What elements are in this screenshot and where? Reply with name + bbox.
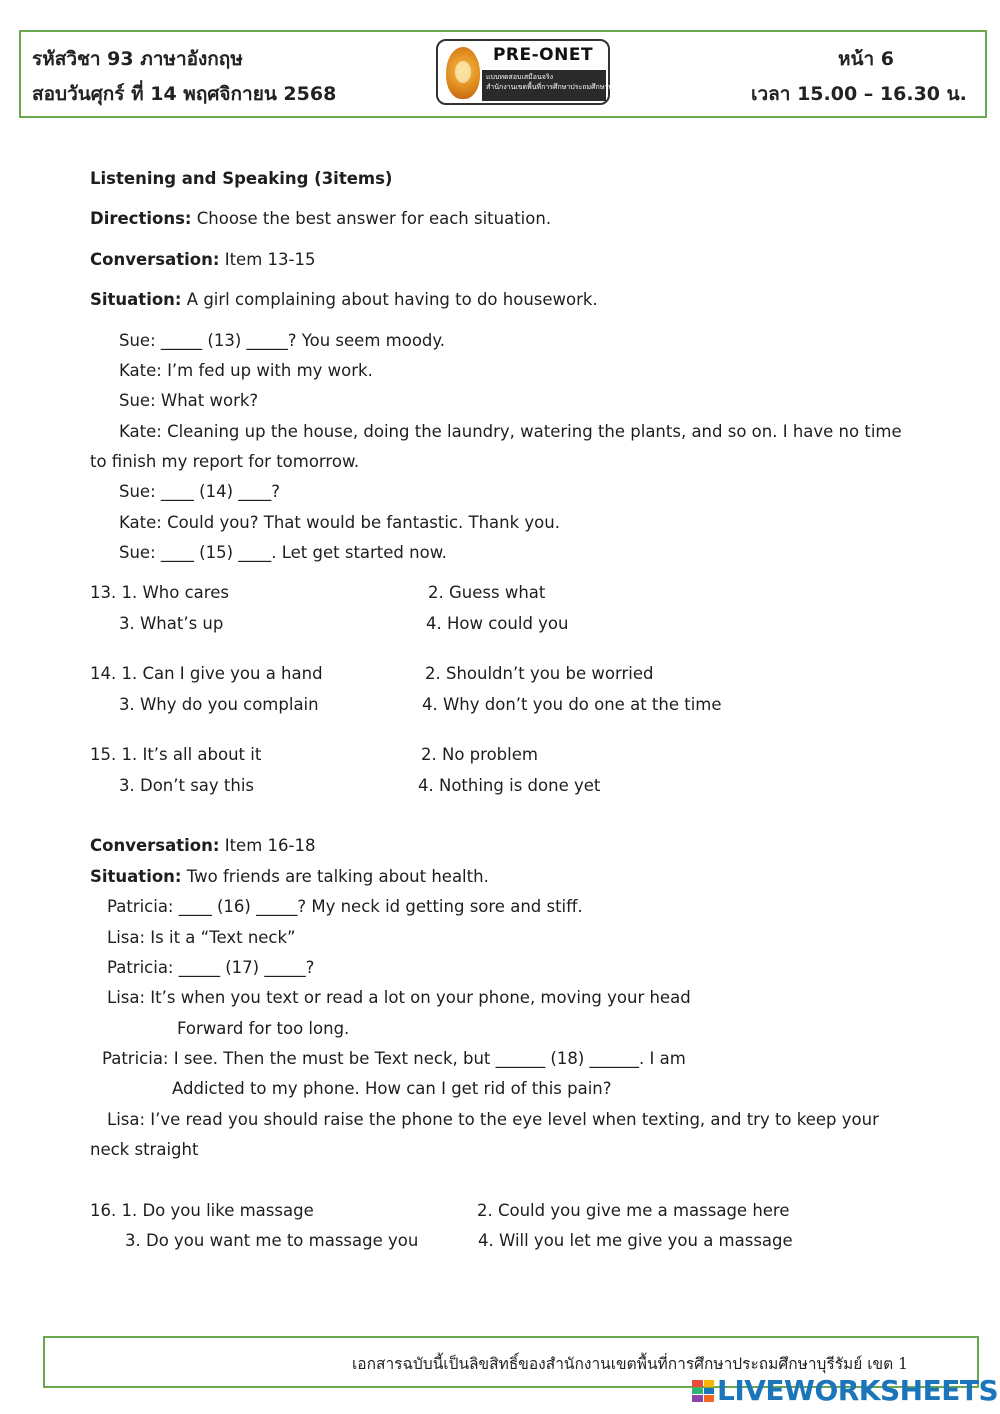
dialogue-line: neck straight [90, 1140, 199, 1159]
q16-option-2: 2. Could you give me a massage here [477, 1201, 790, 1220]
liveworksheets-logo-icon [692, 1380, 714, 1402]
q14-option-4: 4. Why don’t you do one at the time [422, 695, 722, 714]
dialogue-line: Sue: What work? [119, 391, 259, 410]
logo-band [482, 70, 650, 101]
exam-date: สอบวันศุกร์ ที่ 14 พฤศจิกายน 2568 [32, 83, 337, 105]
dialogue-line: Kate: I’m fed up with my work. [119, 361, 373, 380]
dialogue-line: Lisa: It’s when you text or read a lot on your phone, moving your head [107, 988, 691, 1007]
exam-time: เวลา 15.00 – 16.30 น. [751, 83, 967, 105]
conversation-label: Conversation: [90, 250, 220, 269]
q14-option-2: 2. Shouldn’t you be worried [425, 664, 654, 683]
q15-option-4: 4. Nothing is done yet [418, 776, 601, 795]
page-number: หน้า 6 [838, 48, 895, 70]
dialogue-line: Addicted to my phone. How can I get rid of this pain? [172, 1079, 612, 1098]
copyright-notice: เอกสารฉบับนี้เป็นลิขสิทธิ์ของสำนักงานเขตพื้นที่การศึกษาประถมศึกษาบุรีรัมย์ เขต 1 [352, 1355, 909, 1373]
directions-text: Choose the best answer for each situation. [191, 209, 552, 228]
situation-text: Two friends are talking about health. [181, 867, 489, 886]
situation-label: Situation: [90, 290, 182, 309]
q16-option-3: 3. Do you want me to massage you [125, 1231, 419, 1250]
q16-option-4: 4. Will you let me give you a massage [478, 1231, 793, 1250]
liveworksheets-text: LIVEWORKSHEETS [717, 1374, 999, 1407]
q14-option-3: 3. Why do you complain [119, 695, 319, 714]
liveworksheets-watermark [692, 1376, 998, 1406]
q13-option-3: 3. What’s up [119, 614, 224, 633]
conversation-items: Item 13-15 [219, 250, 316, 269]
dialogue-line: Forward for too long. [177, 1019, 350, 1038]
conversation-1-header [90, 249, 315, 271]
dialogue-line: Kate: Cleaning up the house, doing the laundry, watering the plants, and so on. I have no time [119, 422, 902, 441]
dialogue-line: Sue: _____ (13) _____? You seem moody. [119, 331, 446, 350]
subject-code: รหัสวิชา 93 ภาษาอังกฤษ [32, 48, 243, 70]
directions [90, 208, 551, 230]
q15-option-1: 15. 1. It’s all about it [90, 745, 262, 764]
q13-option-1: 13. 1. Who cares [90, 583, 229, 602]
dialogue-line: Patricia: _____ (17) _____? [107, 958, 315, 977]
conversation-items: Item 16-18 [219, 836, 316, 855]
q13-option-4: 4. How could you [426, 614, 569, 633]
dialogue-line: Lisa: Is it a “Text neck” [107, 928, 296, 947]
logo-line-2: สำนักงานเขตพื้นที่การศึกษาประถมศึกษาบุรีรัมย์ เขต 1 [486, 83, 650, 91]
section-title: Listening and Speaking (3items) [90, 169, 393, 188]
situation-text: A girl complaining about having to do housework. [181, 290, 598, 309]
dialogue-line: Sue: ____ (14) ____? [119, 482, 281, 501]
pre-onet-logo [436, 39, 650, 105]
dialogue-line: Kate: Could you? That would be fantastic. Thank you. [119, 513, 560, 532]
q13-option-2: 2. Guess what [428, 583, 546, 602]
situation-2 [90, 866, 489, 888]
dialogue-line: to finish my report for tomorrow. [90, 452, 360, 471]
situation-1 [90, 289, 598, 311]
dialogue-line: Patricia: ____ (16) _____? My neck id getting sore and stiff. [107, 897, 583, 916]
q15-option-3: 3. Don’t say this [119, 776, 255, 795]
conversation-label: Conversation: [90, 836, 220, 855]
logo-title: PRE-ONET [492, 45, 594, 65]
q15-option-2: 2. No problem [421, 745, 538, 764]
q16-option-1: 16. 1. Do you like massage [90, 1201, 314, 1220]
situation-label: Situation: [90, 867, 182, 886]
logo-line-1: แบบทดสอบเสมือนจริง [486, 73, 554, 81]
directions-label: Directions: [90, 209, 192, 228]
obec-emblem-icon [446, 47, 480, 99]
dialogue-line: Sue: ____ (15) ____. Let get started now. [119, 543, 447, 562]
dialogue-line: Lisa: I’ve read you should raise the phone to the eye level when texting, and try to keep your [107, 1110, 879, 1129]
q14-option-1: 14. 1. Can I give you a hand [90, 664, 323, 683]
dialogue-line: Patricia: I see. Then the must be Text neck, but ______ (18) ______. I am [102, 1049, 686, 1068]
conversation-2-header [90, 835, 315, 857]
